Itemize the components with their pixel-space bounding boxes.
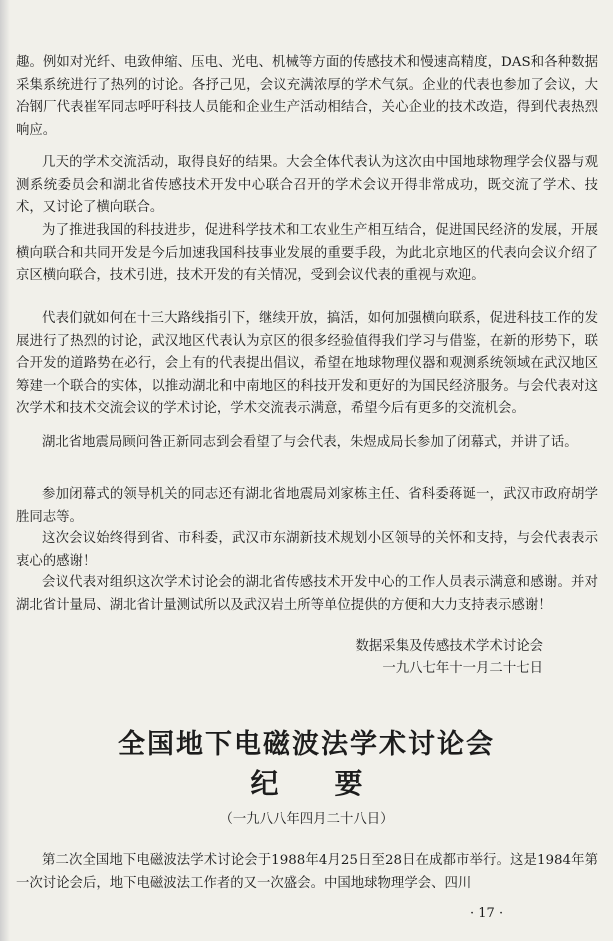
paragraph-4: 代表们就如何在十三大路线指引下，继续开放，搞活，如何加强横向联系，促进科技工作的发展进行了热烈的讨论，武汉地区代表认为京区的很多经验值得我们学习与借鉴，在新的形势下，联合开发的道路势在必行，会上有的代表提出倡议，希望在地球物理仪器和观测系统领域在武汉地区筹建一个联合的实体，以推动湖北和中南地区的科技开发和更好的为国民经济服务。与会代表对这次学术和技术交流会议的学术讨论，学术交流表示满意，希望今后有更多的交流机会。 (16, 311, 598, 417)
article-date: （一九八八年四月二十八日） (219, 812, 394, 827)
article-subtitle: 纪 要 (250, 767, 363, 800)
paragraph-7: 这次会议始终得到省、市科委，武汉市东湖新技术规划小区领导的关怀和支持，与会代表表示衷心的感谢！ (16, 531, 598, 569)
article-body-paragraph: 第二次全国地下电磁波法学术讨论会于1988年4月25日至28日在成都市举行。这是1984年第一次讨论会后，地下电磁波法工作者的又一次盛会。中国地球物理学会、四川 (16, 853, 598, 891)
article-title: 全国地下电磁波法学术讨论会 (118, 729, 495, 760)
signature-org: 数据采集及传感技术学术讨论会 (355, 639, 543, 654)
paragraph-1: 趣。例如对光纤、电致伸缩、压电、光电、机械等方面的传感技术和慢速高精度，DAS和各种数据采集系统进行了热列的讨论。各抒己见，会议充满浓厚的学术气氛。企业的代表也参加了会议，大冶钢厂代表崔军同志呼吁科技人员能和企业生产活动相结合，关心企业的技术改造，得到代表热烈响应。 (16, 55, 598, 138)
paragraph-2: 几天的学术交流活动，取得良好的结果。大会全体代表认为这次由中国地球物理学会仪器与观测系统委员会和湖北省传感技术开发中心联合召开的学术会议开得非常成功，既交流了学术、技术，又讨论了横向联合。 (16, 155, 598, 216)
page-number: · 17 · (470, 906, 504, 921)
paragraph-8: 会议代表对组织这次学术讨论会的湖北省传感技术开发中心的工作人员表示满意和感谢。并对湖北省计量局、湖北省计量测试所以及武汉岩土所等单位提供的方便和大力支持表示感谢！ (16, 575, 598, 613)
paragraph-5: 湖北省地震局顾问昝正新同志到会看望了与会代表，朱煜成局长参加了闭幕式，并讲了话。 (42, 435, 578, 450)
signature-date: 一九八七年十一月二十七日 (382, 661, 543, 676)
paragraph-6: 参加闭幕式的领导机关的同志还有湖北省地震局刘家栋主任、省科委蒋诞一，武汉市政府胡学胜同志等。 (16, 487, 598, 525)
paragraph-3: 为了推进我国的科技进步，促进科学技术和工农业生产相互结合，促进国民经济的发展，开展横向联合和共同开发是今后加速我国科技事业发展的重要手段，为此北京地区的代表向会议介绍了京区横向联合，技术引进，技术开发的有关情况，受到会议代表的重视与欢迎。 (16, 223, 598, 284)
